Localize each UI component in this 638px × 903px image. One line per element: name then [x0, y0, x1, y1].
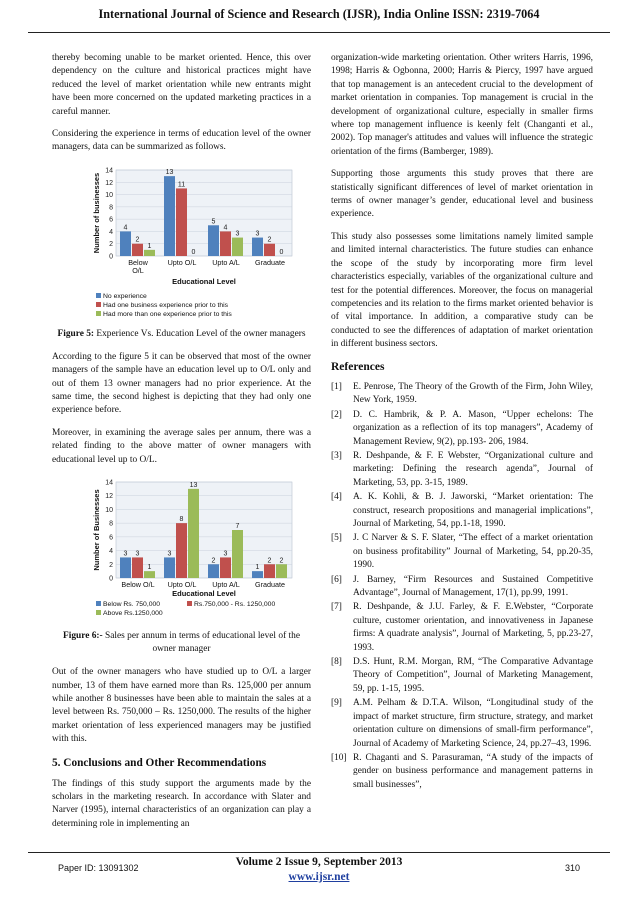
bar [132, 558, 143, 579]
references-heading: References [331, 360, 385, 373]
y-tick-label: 4 [109, 228, 113, 236]
data-label: 8 [179, 516, 184, 524]
legend-swatch [96, 302, 101, 307]
paragraph: According to the figure 5 it can be observed that most of the owner managers of the sample have an education level up to O/L only and out of them 13 owner managers had no prior experience. At the same time, the second highest is depicting that they had only one experience before. [52, 351, 311, 416]
reference-number: [2] [331, 409, 342, 420]
paragraph: Out of the owner managers who have studied up to O/L a larger number, 13 of them have earned more than Rs. 125,000 per annum while another 8 businesses have been able to maintain the sales at a level between Rs. 750,000 – Rs. 1250,000. The results of the higher market orientation of less experienced managers may be justified with this. [52, 667, 311, 745]
legend-swatch [96, 610, 101, 615]
page-number: 310 [564, 863, 580, 873]
x-tick-label: Below O/L [121, 580, 155, 590]
data-label: 1 [255, 564, 260, 572]
bar [120, 231, 131, 256]
legend-swatch [96, 293, 101, 298]
bar [252, 237, 263, 255]
reference-text: A. K. Kohli, & B. J. Jaworski, “Market orientation: The construct, research propositions and managerial implications”, Journal of Marketing, 54, pp.1-18, 1990. [353, 492, 593, 529]
y-tick-label: 6 [109, 534, 113, 542]
journal-header [28, 4, 610, 33]
bar [144, 571, 155, 578]
figure-6-label: Figure 6:- [62, 631, 103, 642]
data-label: 2 [135, 236, 140, 244]
paragraph: The findings of this study support the arguments made by the scholars in the marketing research. In accordance with Slater and Narver (1995), internal characteristics of an organization can play a determining role in implementing an [52, 778, 311, 829]
paragraph: This study also possesses some limitations namely limited sample and limited internal characteristics. The future studies can enhance the scope of the study by incorporating more firm level characteristics especially, variables of the organizational culture and test for the potential differences. Moreover, the focus on managerial competencies and its relation to the firms market oriented behavior is of vital importance. In addition, a comparative study can be conducted to see the differences of adaptation of market orientation in different business sectors. [331, 231, 593, 350]
legend-entry: Had more than one experience prior to this [103, 310, 232, 318]
reference-item [331, 450, 593, 490]
reference-item [331, 491, 593, 531]
reference-number: [9] [331, 698, 342, 709]
y-axis-label: Number of businesses [92, 172, 101, 254]
bar [264, 244, 275, 256]
page-footer [28, 852, 610, 893]
y-tick-label: 10 [105, 191, 113, 199]
data-label: 5 [211, 218, 216, 226]
reference-text: R. Chaganti and S. Parasuraman, “A study of the impacts of gender on business performance and management patterns in small businesses”, [353, 752, 593, 790]
bar [264, 564, 275, 578]
bar [232, 530, 243, 578]
reference-text: J. C Narver & S. F. Slater, “The effect of a market orientation on business profitability” Journal of Marketing, 54, pp.20-35, 1990. [353, 533, 593, 571]
bar [208, 225, 219, 256]
paragraph: Considering the experience in terms of education level of the owner managers, data can be summarized as follows. [52, 129, 311, 153]
reference-number: [8] [331, 657, 342, 668]
footer-center [28, 855, 610, 885]
data-label: 2 [211, 557, 216, 565]
x-axis-label: Educational Level [172, 276, 236, 286]
figure-6-chart [82, 476, 297, 626]
reference-item [331, 409, 593, 449]
reference-item [331, 697, 593, 751]
reference-text: J. Barney, “Firm Resources and Sustained Competitive Advantage”, Journal of Management, 17(1), pp.99, 1991. [353, 574, 593, 599]
y-tick-label: 8 [109, 204, 113, 212]
y-axis-label: Number of Businesses [92, 489, 101, 571]
legend-entry: Below Rs. 750,000 [103, 601, 161, 609]
bar [220, 231, 231, 256]
legend-entry: Rs.750,000 - Rs. 1250,000 [194, 601, 276, 609]
data-label: 7 [235, 523, 240, 531]
bar [232, 237, 243, 255]
x-tick-label: Upto A/L [212, 257, 240, 267]
x-tick-label: Graduate [255, 257, 285, 267]
reference-item [331, 601, 593, 655]
figure-6-caption [56, 630, 307, 656]
y-tick-label: 12 [105, 493, 113, 501]
paragraph: thereby becoming unable to be market oriented. Hence, this over dependency on the culture and historical practices might have reduced the level of market orientation while new entrants might have been more concerned on the updated marketing practices in a careful manner. [52, 53, 311, 117]
bar [144, 250, 155, 256]
reference-number: [10] [331, 752, 347, 763]
right-column [331, 52, 593, 793]
reference-text: D.S. Hunt, R.M. Morgan, RM, “The Comparative Advantage Theory of Competition”, Journal of Marketing Management, 59, pp. 1-15, 1995. [353, 657, 593, 694]
data-label: 2 [267, 236, 272, 244]
y-tick-label: 14 [105, 167, 113, 175]
paragraph: Moreover, in examining the average sales per annum, there was a related finding to the above matter of owner managers with educational level up to O/L. [52, 427, 311, 465]
paragraph: Supporting those arguments this study proves that there are statistically significant differences of level of market orientation in terms of owner manager’s gender, educational level and business experience. [331, 169, 593, 220]
figure-5-caption-text: Experience Vs. Education Level of the owner managers [96, 328, 306, 339]
legend-swatch [96, 311, 101, 316]
reference-number: [5] [331, 533, 342, 544]
y-tick-label: 14 [105, 479, 113, 487]
y-tick-label: 0 [109, 575, 113, 583]
data-label: 1 [147, 564, 152, 572]
y-tick-label: 10 [105, 507, 113, 515]
figure-6-caption-text: Sales per annum in terms of educational level of the owner manager [105, 631, 300, 655]
x-axis-label: Educational Level [172, 589, 236, 599]
reference-item [331, 656, 593, 696]
y-tick-label: 4 [109, 548, 113, 556]
figure-5-caption [56, 328, 307, 341]
bar [176, 188, 187, 256]
reference-item [331, 752, 593, 792]
reference-item [331, 532, 593, 572]
data-label: 0 [279, 248, 284, 256]
legend-entry: Above Rs.1250,000 [103, 610, 163, 618]
legend-swatch [96, 601, 101, 606]
y-tick-label: 8 [109, 520, 113, 528]
reference-number: [6] [331, 574, 342, 585]
data-label: 4 [223, 224, 228, 232]
reference-text: E. Penrose, The Theory of the Growth of the Firm, John Wiley, New York, 1959. [353, 381, 593, 406]
data-label: 2 [267, 557, 272, 565]
y-tick-label: 6 [109, 216, 113, 224]
x-tick-label: Upto A/L [212, 580, 240, 590]
data-label: 13 [165, 168, 174, 176]
bar [220, 558, 231, 579]
bar [208, 564, 219, 578]
reference-number: [3] [331, 450, 342, 461]
figure-5-chart [82, 164, 297, 324]
data-label: 3 [235, 230, 240, 238]
reference-text: R. Deshpande, & J.U. Farley, & F. E.Webster, “Corporate culture, customer orientation, and innovativeness in Japanese firms: A quadrate analysis”, Journal of Marketing, 5, pp.23-27, 1993. [353, 602, 593, 653]
reference-item [331, 381, 593, 408]
data-label: 3 [255, 230, 260, 238]
bar [252, 571, 263, 578]
paper-id: Paper ID: 13091302 [58, 863, 139, 873]
reference-item [331, 574, 593, 601]
x-tick-label: Upto O/L [167, 580, 197, 590]
data-label: 1 [147, 242, 152, 250]
data-label: 3 [123, 550, 128, 558]
data-label: 2 [279, 557, 284, 565]
reference-text: R. Deshpande, & F. E Webster, “Organizational culture and marketing: Defining the research agenda”, Journal of Marketing, 53, pp. 3-15, 1989. [353, 450, 593, 488]
bar [164, 176, 175, 256]
reference-number: [7] [331, 602, 342, 613]
journal-url-link[interactable]: www.ijsr.net [288, 871, 350, 883]
data-label: 0 [191, 248, 196, 256]
references-list [331, 381, 593, 792]
x-tick-label: O/L [132, 265, 144, 275]
data-label: 3 [223, 550, 228, 558]
bar [276, 564, 287, 578]
left-column [52, 52, 311, 840]
bar [132, 244, 143, 256]
legend-entry: No experience [103, 292, 147, 300]
journal-title: International Journal of Science and Research (IJSR), India Online ISSN: 2319-7064 [98, 7, 540, 21]
figure-5-label: Figure 5: [57, 328, 95, 339]
bar [176, 523, 187, 578]
reference-number: [1] [331, 381, 342, 392]
x-tick-label: Graduate [255, 580, 285, 590]
bar [164, 558, 175, 579]
y-tick-label: 2 [109, 561, 113, 569]
reference-number: [4] [331, 492, 342, 503]
section-heading: 5. Conclusions and Other Recommendations [52, 756, 267, 769]
paragraph: organization-wide marketing orientation. Other writers Harris, 1996, 1998; Harris & Ogbonna, 2000; Harris & Piercy, 1997 have argued that top management is an antecedent crucial to the development of market orientation in companies. Top management is crucial in the development of organizational culture, especially in smaller firms where top management influence is keenly felt (Changanti et al., 2002). Top manager's attitudes and values will influence the strategic orientation of the firms (Bamberger, 1989). [331, 53, 593, 157]
volume-issue: Volume 2 Issue 9, September 2013 [235, 856, 403, 868]
data-label: 3 [167, 550, 172, 558]
y-tick-label: 12 [105, 179, 113, 187]
y-tick-label: 2 [109, 241, 113, 249]
y-tick-label: 0 [109, 253, 113, 261]
bar [188, 489, 199, 578]
legend-entry: Had one business experience prior to this [103, 301, 229, 309]
x-tick-label: Below [128, 257, 148, 267]
reference-text: A.M. Pelham & D.T.A. Wilson, “Longitudinal study of the impact of market structure, firm structure, strategy, and market orientation culture on dimensions of small-firm performance”, Journal of Academy of Marketing Science, 24, pp.27–43, 1996. [353, 698, 593, 749]
data-label: 11 [177, 181, 186, 189]
data-label: 3 [135, 550, 140, 558]
legend-swatch [187, 601, 192, 606]
reference-text: D. C. Hambrik, & P. A. Mason, “Upper echelons: The organization as a reflection of its top managers”, Academy of Management Review, 9(2), pp.193- 206, 1984. [353, 409, 593, 447]
x-tick-label: Upto O/L [167, 257, 197, 267]
plot-area [116, 170, 292, 256]
data-label: 4 [123, 224, 128, 232]
bar [120, 558, 131, 579]
data-label: 13 [189, 481, 198, 489]
